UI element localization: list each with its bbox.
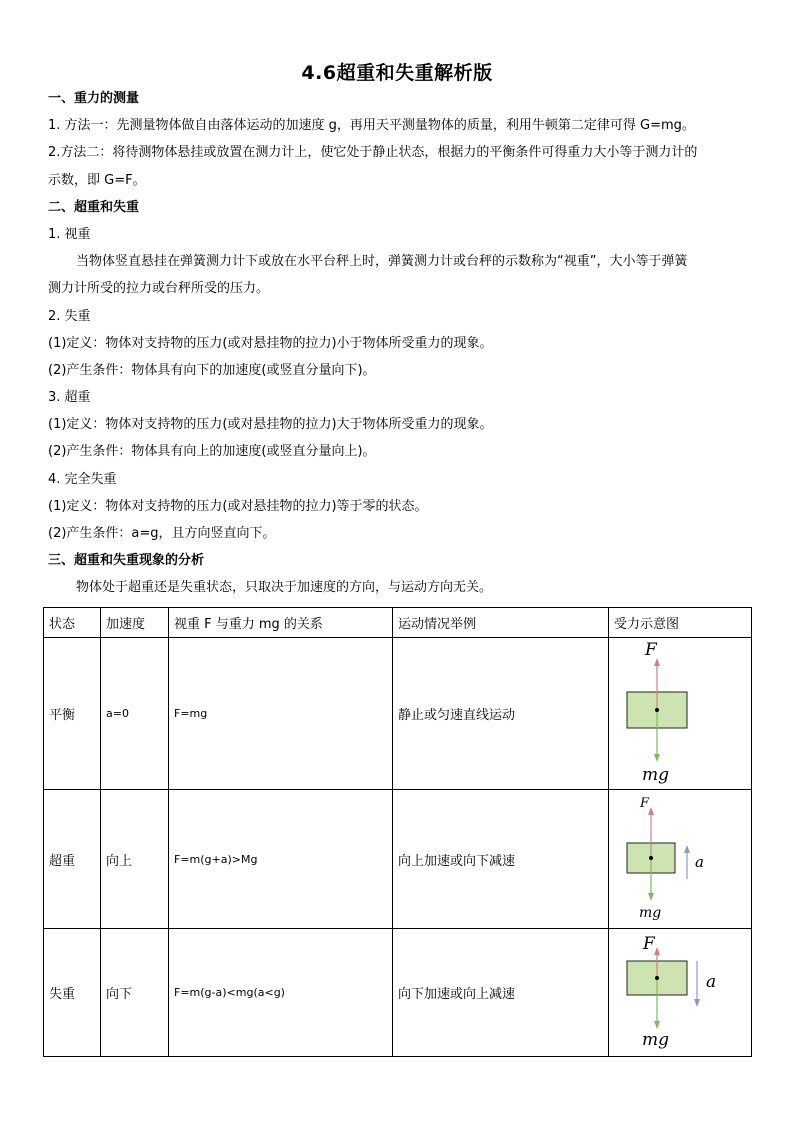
weight-arrowhead bbox=[648, 893, 654, 901]
method-2-text-line-1: 2.方法二：将待测物体悬挂或放置在测力计上，使它处于静止状态，根据力的平衡条件可得重力大小等于测力计的 bbox=[48, 145, 698, 160]
weight-label: mg bbox=[642, 764, 670, 785]
weight-label: mg bbox=[639, 905, 662, 921]
header-diagram: 受力示意图 bbox=[609, 608, 752, 638]
center-dot bbox=[655, 708, 659, 712]
section-2-heading: 二、超重和失重 bbox=[48, 200, 140, 215]
force-arrowhead bbox=[654, 947, 660, 955]
overweight-force-diagram bbox=[609, 791, 751, 927]
table-row-equilibrium bbox=[44, 638, 752, 790]
weightlessness-force-diagram bbox=[609, 931, 751, 1055]
complete-weightlessness-definition: (1)定义：物体对支持物的压力(或对悬挂物的拉力)等于零的状态。 bbox=[48, 499, 428, 514]
weightlessness-title: 2. 失重 bbox=[48, 309, 91, 324]
row-acceleration: a=0 bbox=[101, 638, 169, 790]
header-relation: 视重 F 与重力 mg 的关系 bbox=[169, 608, 393, 638]
complete-weightlessness-condition: (2)产生条件：a=g，且方向竖直向下。 bbox=[48, 526, 276, 541]
diagram-cell bbox=[609, 638, 752, 790]
header-state: 状态 bbox=[44, 608, 101, 638]
diagram-cell bbox=[609, 790, 752, 929]
center-dot bbox=[649, 856, 653, 860]
weight-label: mg bbox=[642, 1029, 670, 1050]
accel-label: a bbox=[695, 853, 704, 871]
overweight-title: 3. 超重 bbox=[48, 390, 91, 405]
row-state: 平衡 bbox=[44, 638, 101, 790]
diagram-cell bbox=[609, 929, 752, 1057]
row-relation: F=mg bbox=[169, 638, 393, 790]
row-acceleration: 向上 bbox=[101, 790, 169, 929]
method-1-text: 1. 方法一：先测量物体做自由落体运动的加速度 g，再用天平测量物体的质量，利用牛顿第二定律可得 G=mg。 bbox=[48, 118, 695, 133]
accel-arrowhead bbox=[684, 845, 690, 853]
header-acceleration: 加速度 bbox=[101, 608, 169, 638]
complete-weightlessness-title: 4. 完全失重 bbox=[48, 472, 117, 487]
table-header-row bbox=[44, 608, 752, 638]
row-example: 向下加速或向上减速 bbox=[393, 929, 609, 1057]
section-1-heading: 一、重力的测量 bbox=[48, 91, 140, 106]
accel-label: a bbox=[706, 971, 717, 992]
center-dot bbox=[655, 976, 659, 980]
force-label: F bbox=[643, 933, 655, 954]
accel-arrowhead bbox=[694, 999, 700, 1007]
overweight-definition: (1)定义：物体对支持物的压力(或对悬挂物的拉力)大于物体所受重力的现象。 bbox=[48, 417, 493, 432]
apparent-weight-text-line-1: 当物体竖直悬挂在弹簧测力计下或放在水平台秤上时，弹簧测力计或台秤的示数称为“视重”，大小等于弹簧 bbox=[76, 254, 688, 269]
table-row-overweight bbox=[44, 790, 752, 929]
page-title: 4.6超重和失重解析版 bbox=[301, 62, 493, 84]
weight-arrowhead bbox=[654, 1021, 660, 1029]
force-label: F bbox=[645, 639, 657, 660]
overweight-condition: (2)产生条件：物体具有向上的加速度(或竖直分量向上)。 bbox=[48, 444, 376, 459]
apparent-weight-text-line-2: 测力计所受的拉力或台秤所受的压力。 bbox=[48, 281, 270, 296]
apparent-weight-title: 1. 视重 bbox=[48, 227, 91, 242]
row-state: 超重 bbox=[44, 790, 101, 929]
row-state: 失重 bbox=[44, 929, 101, 1057]
weightlessness-condition: (2)产生条件：物体具有向下的加速度(或竖直分量向下)。 bbox=[48, 363, 376, 378]
section-3-heading: 三、超重和失重现象的分析 bbox=[48, 553, 205, 568]
weightlessness-definition: (1)定义：物体对支持物的压力(或对悬挂物的拉力)小于物体所受重力的现象。 bbox=[48, 336, 493, 351]
equilibrium-force-diagram bbox=[609, 640, 751, 788]
row-example: 向上加速或向下减速 bbox=[393, 790, 609, 929]
row-example: 静止或匀速直线运动 bbox=[393, 638, 609, 790]
header-example: 运动情况举例 bbox=[393, 608, 609, 638]
analysis-table bbox=[43, 607, 752, 1057]
method-2-text-line-2: 示数，即 G=F。 bbox=[48, 173, 146, 188]
section-3-text: 物体处于超重还是失重状态，只取决于加速度的方向，与运动方向无关。 bbox=[76, 580, 493, 595]
row-relation: F=m(g+a)>Mg bbox=[169, 790, 393, 929]
row-relation: F=m(g-a)<mg(a<g) bbox=[169, 929, 393, 1057]
force-label: F bbox=[640, 796, 650, 811]
table-row-weightlessness bbox=[44, 929, 752, 1057]
weight-arrowhead bbox=[654, 754, 660, 762]
row-acceleration: 向下 bbox=[101, 929, 169, 1057]
